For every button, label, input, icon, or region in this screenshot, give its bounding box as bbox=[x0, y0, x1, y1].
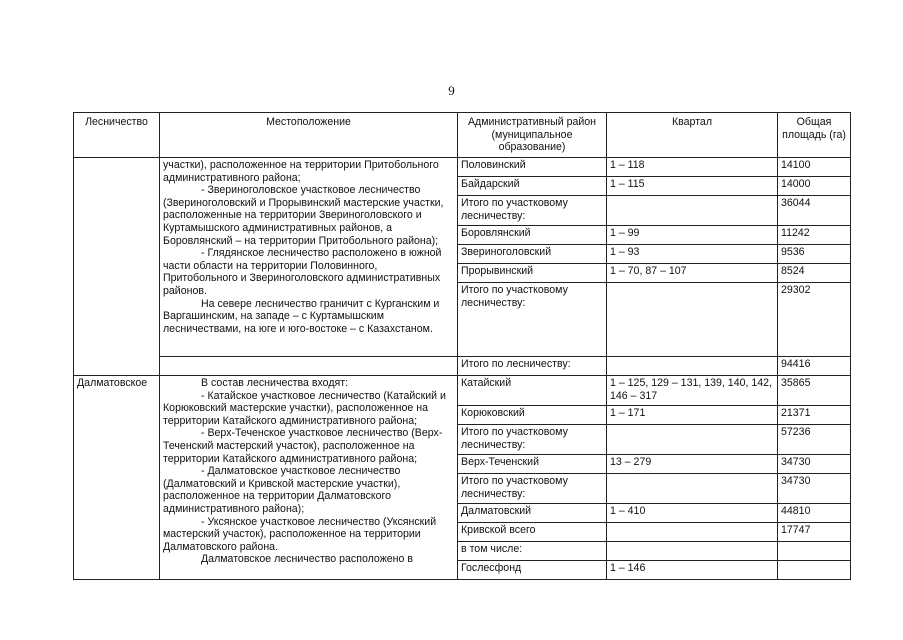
quarter-cell bbox=[607, 357, 778, 376]
header-quarter: Квартал bbox=[607, 113, 778, 158]
district-cell: Звериноголовский bbox=[458, 245, 607, 264]
forestry-table bbox=[73, 112, 851, 580]
area-cell: 17747 bbox=[778, 523, 851, 542]
location-paragraph: Далматовское лесничество расположено в bbox=[201, 553, 413, 566]
district-cell: Прорывинский bbox=[458, 264, 607, 283]
area-cell: 11242 bbox=[778, 226, 851, 245]
district-cell: в том числе: bbox=[458, 542, 607, 561]
area-cell: 35865 bbox=[778, 376, 851, 406]
quarter-cell: 1 – 118 bbox=[607, 158, 778, 177]
quarter-cell: 1 – 146 bbox=[607, 561, 778, 580]
quarter-cell bbox=[607, 523, 778, 542]
district-cell: Половинский bbox=[458, 158, 607, 177]
district-cell: Итого по участковому лесничеству: bbox=[458, 425, 607, 455]
quarter-cell: 1 – 115 bbox=[607, 177, 778, 196]
forestry-cell bbox=[74, 158, 160, 376]
area-cell: 34730 bbox=[778, 455, 851, 474]
area-cell: 14000 bbox=[778, 177, 851, 196]
area-cell: 8524 bbox=[778, 264, 851, 283]
total-area-cell: 94416 bbox=[778, 357, 851, 376]
area-cell: 36044 bbox=[778, 196, 851, 226]
district-cell: Итого по участковому лесничеству: bbox=[458, 283, 607, 357]
district-cell: Боровлянский bbox=[458, 226, 607, 245]
quarter-cell: 1 – 93 bbox=[607, 245, 778, 264]
location-paragraph: - Глядянское лесничество расположено в южной части области на территории Половинного, Притобольного и Звериноголовского административных районов. bbox=[163, 247, 442, 297]
forestry-cell: Далматовское bbox=[74, 376, 160, 580]
quarter-cell: 1 – 410 bbox=[607, 504, 778, 523]
district-cell: Кривской всего bbox=[458, 523, 607, 542]
quarter-cell: 1 – 171 bbox=[607, 406, 778, 425]
location-cell bbox=[160, 376, 458, 580]
quarter-cell: 1 – 125, 129 – 131, 139, 140, 142, 146 – 317 bbox=[607, 376, 778, 406]
area-cell bbox=[778, 542, 851, 561]
district-cell: Байдарский bbox=[458, 177, 607, 196]
district-cell: Итого по участковому лесничеству: bbox=[458, 196, 607, 226]
header-area: Общая площадь (га) bbox=[778, 113, 851, 158]
header-location: Местоположение bbox=[160, 113, 458, 158]
location-paragraph: - Катайское участковое лесничество (Катайский и Корюковский мастерские участки), расположенное на территории Катайского административного района; bbox=[163, 389, 446, 427]
area-cell: 34730 bbox=[778, 474, 851, 504]
area-cell bbox=[778, 561, 851, 580]
area-cell: 29302 bbox=[778, 283, 851, 357]
quarter-cell bbox=[607, 474, 778, 504]
table-row-total bbox=[74, 357, 851, 376]
quarter-cell bbox=[607, 196, 778, 226]
location-paragraph: - Уксянское участковое лесничество (Уксянский мастерский участок), расположенное на территории Далматовского района. bbox=[163, 515, 437, 553]
area-cell: 57236 bbox=[778, 425, 851, 455]
quarter-cell bbox=[607, 283, 778, 357]
table-row bbox=[74, 158, 851, 177]
table-row bbox=[74, 376, 851, 406]
district-cell: Катайский bbox=[458, 376, 607, 406]
location-cell bbox=[160, 158, 458, 357]
district-cell: Итого по участковому лесничеству: bbox=[458, 474, 607, 504]
location-paragraph: - Верх-Теченское участковое лесничество (Верх-Теченский мастерский участок), расположенное на территории Катайского административного района; bbox=[163, 427, 443, 465]
total-label-cell: Итого по лесничеству: bbox=[458, 357, 607, 376]
page-number: 9 bbox=[448, 83, 455, 98]
quarter-cell bbox=[607, 425, 778, 455]
location-cell-empty bbox=[160, 357, 458, 376]
location-paragraph: - Звериноголовское участковое лесничество (Звериноголовский и Прорывинский мастерские участки, расположенные на территории Звериноголовского и Куртамышского административных районов, а Боровлянский – на территории Притобольного района); bbox=[163, 184, 444, 247]
location-paragraph: На севере лесничество граничит с Курганским и Варгашинским, на западе – с Куртамышским лесничествами, на юге и юго-востоке – с Казахстаном. bbox=[163, 297, 440, 335]
area-cell: 9536 bbox=[778, 245, 851, 264]
district-cell: Верх-Теченский bbox=[458, 455, 607, 474]
location-paragraph: участки), расположенное на территории Притобольного административного района; bbox=[163, 159, 439, 184]
location-paragraph: В состав лесничества входят: bbox=[201, 377, 349, 389]
district-cell: Далматовский bbox=[458, 504, 607, 523]
header-district: Административный район (муниципальное образование) bbox=[458, 113, 607, 158]
area-cell: 44810 bbox=[778, 504, 851, 523]
location-paragraph: - Далматовское участковое лесничество (Далматовский и Кривской мастерские участки), расположенное на территории Далматовского административного района); bbox=[163, 465, 401, 515]
area-cell: 21371 bbox=[778, 406, 851, 425]
header-forestry: Лесничество bbox=[74, 113, 160, 158]
area-cell: 14100 bbox=[778, 158, 851, 177]
district-cell: Корюковский bbox=[458, 406, 607, 425]
table-header-row bbox=[74, 113, 851, 158]
district-cell: Гослесфонд bbox=[458, 561, 607, 580]
quarter-cell bbox=[607, 542, 778, 561]
quarter-cell: 13 – 279 bbox=[607, 455, 778, 474]
quarter-cell: 1 – 99 bbox=[607, 226, 778, 245]
quarter-cell: 1 – 70, 87 – 107 bbox=[607, 264, 778, 283]
